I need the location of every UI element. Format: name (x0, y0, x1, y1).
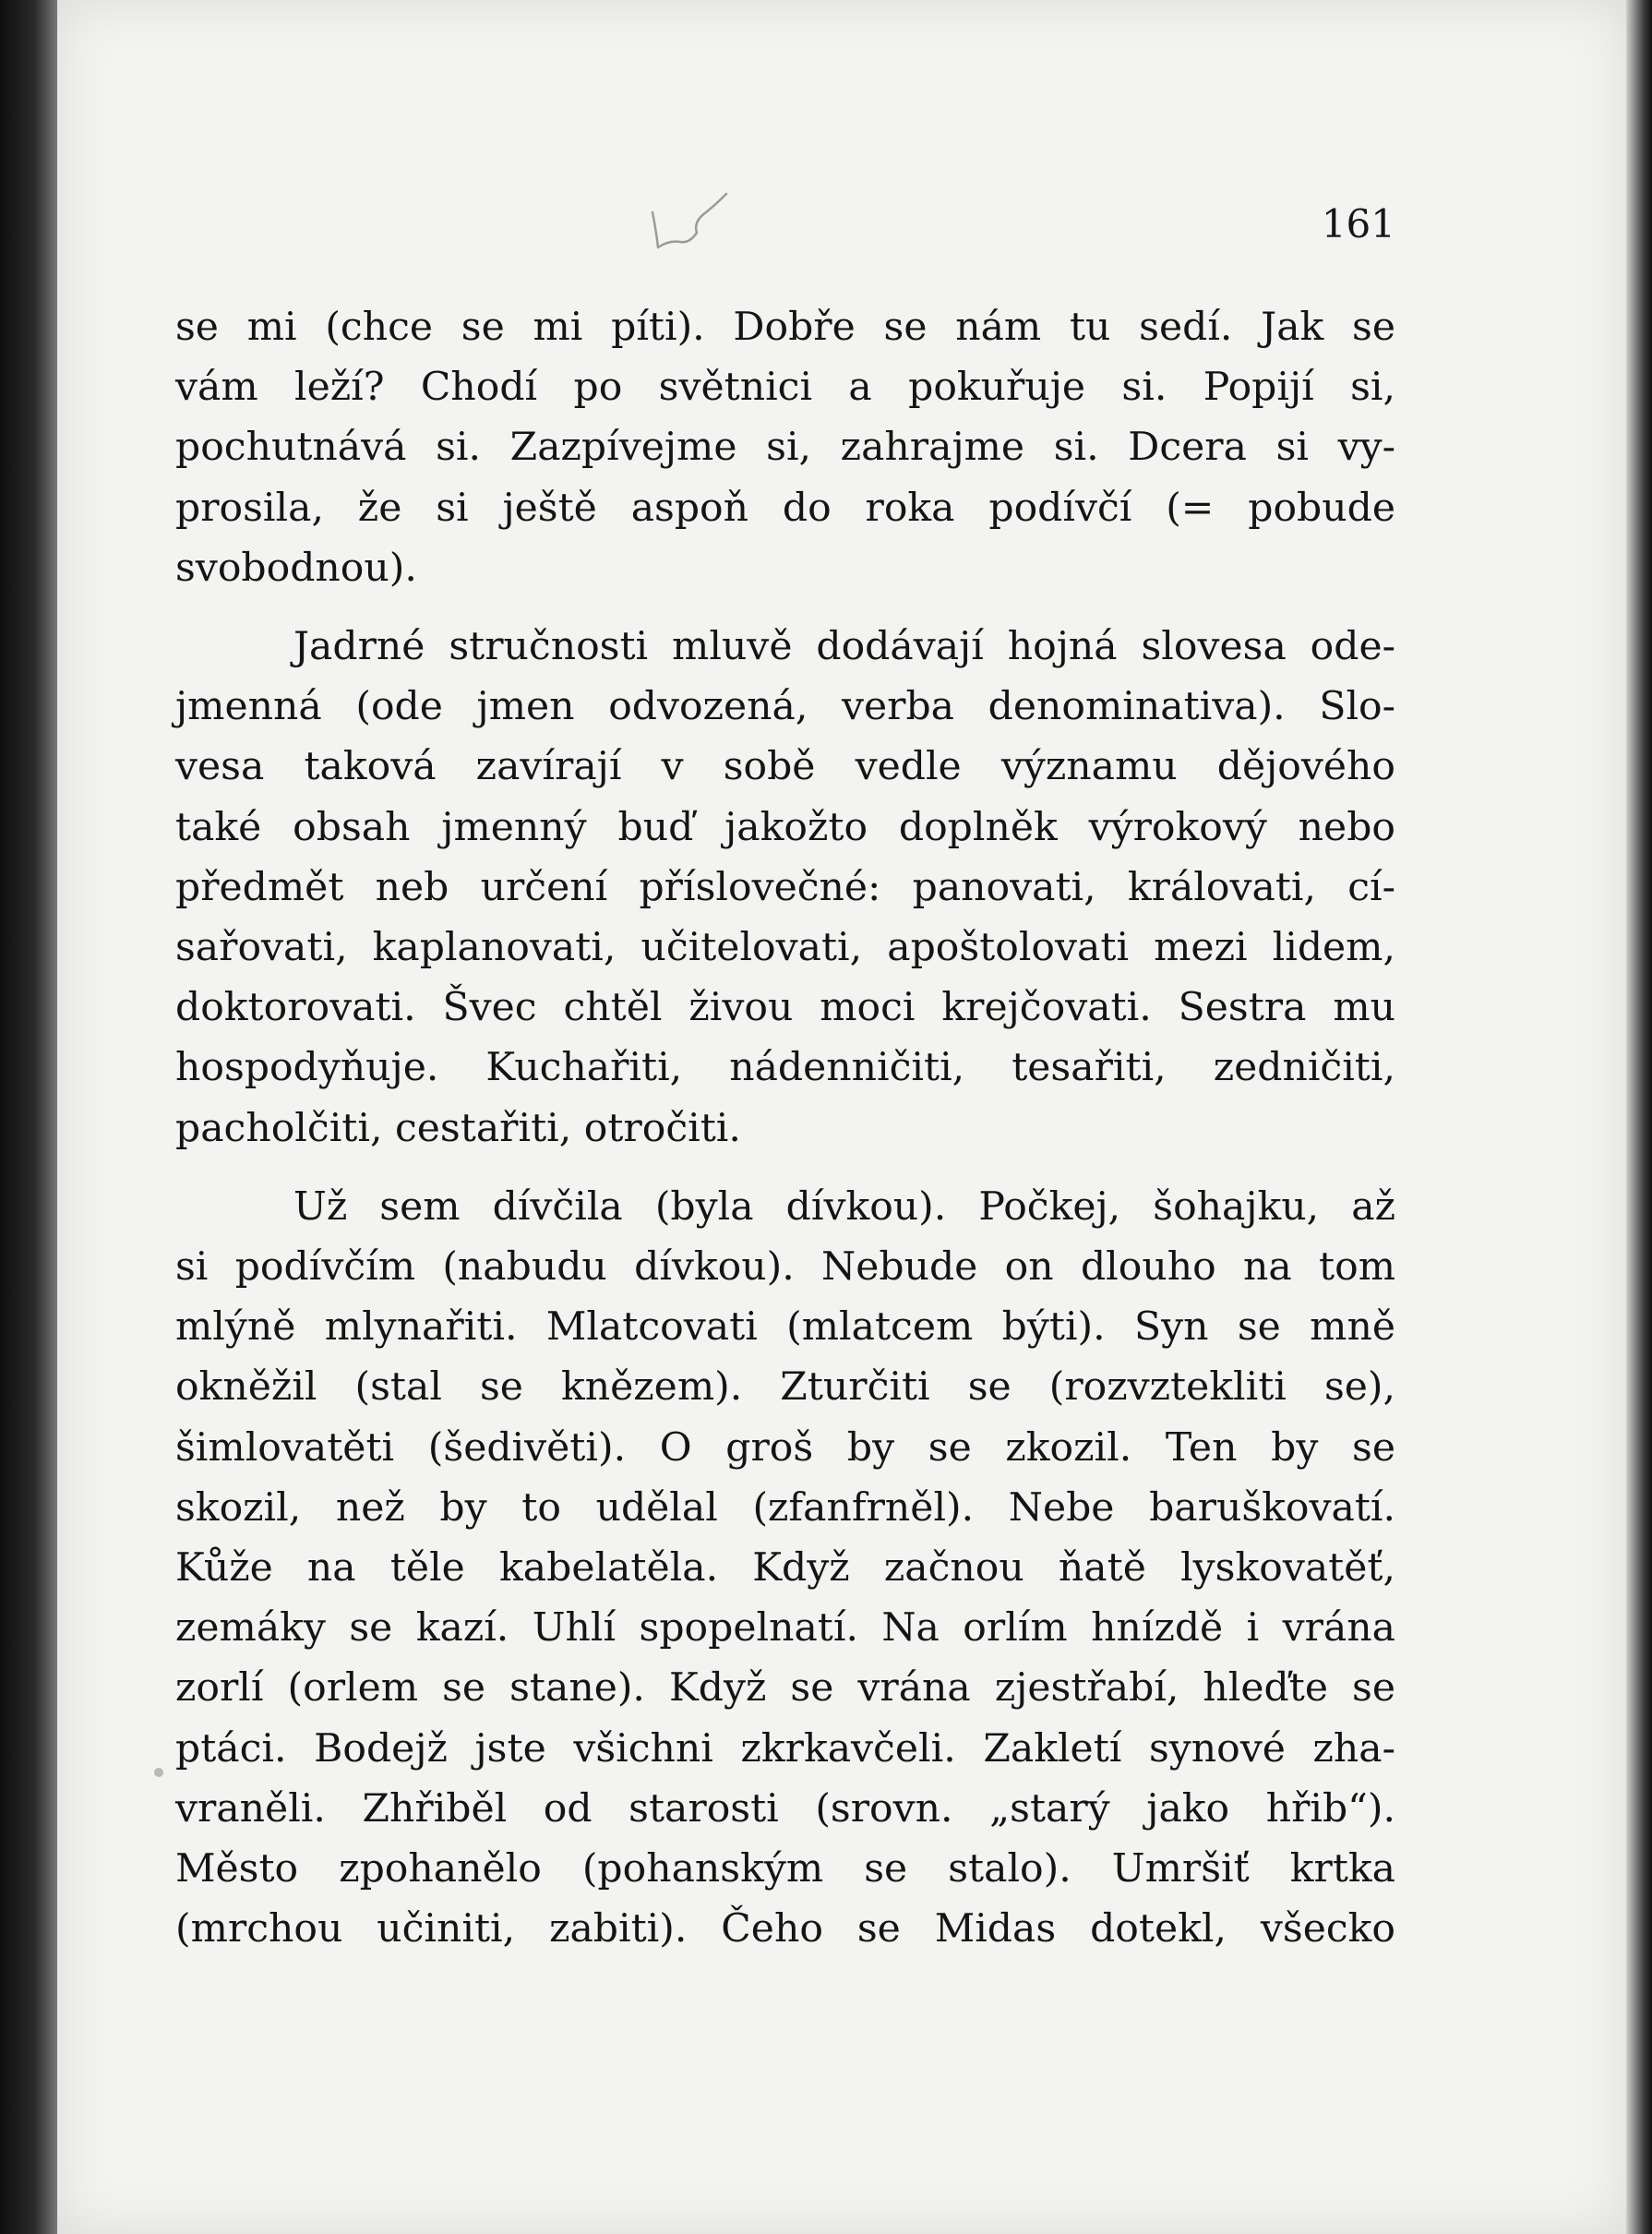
text-line: skozil, než by to udělal (zfanfrněl). Nebe baruškovatí. (175, 1484, 1395, 1531)
pencil-mark-icon (625, 175, 745, 258)
book-page (57, 0, 1626, 2234)
text-line: zorlí (orlem se stane). Když se vrána zjestřabí, hleďte se (175, 1665, 1395, 1712)
page-number: 161 (1321, 201, 1395, 246)
body-text (175, 297, 1395, 1959)
text-line: zemáky se kazí. Uhlí spopelnatí. Na orlím hnízdě i vrána (175, 1605, 1395, 1651)
text-line: okněžil (stal se knězem). Zturčiti se (rozvztekliti se), (175, 1364, 1395, 1411)
text-line: vraněli. Zhřiběl od starosti (srovn. „starý jako hřib“). (175, 1785, 1395, 1832)
text-line: předmět neb určení příslovečné: panovati, královati, cí- (175, 864, 1395, 910)
text-line: hospodyňuje. Kuchařiti, nádenničiti, tesařiti, zedničiti, (175, 1045, 1395, 1091)
text-line: si podívčím (nabudu dívkou). Nebude on dlouho na tom (175, 1244, 1395, 1291)
text-line: Město zpohanělo (pohanským se stalo). Umršiť krtka (175, 1846, 1395, 1892)
text-line: vám leží? Chodí po světnici a pokuřuje si. Popijí si, (175, 365, 1395, 411)
text-line: ptáci. Bodejž jste všichni zkrkavčeli. Zakletí synové zha- (175, 1725, 1395, 1772)
paper-stain (154, 1768, 163, 1777)
text-line: šimlovatěti (šedivěti). O groš by se zkozil. Ten by se (175, 1424, 1395, 1471)
text-line: se mi (chce se mi píti). Dobře se nám tu sedí. Jak se (175, 305, 1395, 350)
text-line: pochutnává si. Zazpívejme si, zahrajme si. Dcera si vy- (175, 425, 1395, 471)
text-line: jmenná (ode jmen odvozená, verba denominativa). Slo- (175, 684, 1395, 730)
paragraph-2 (175, 617, 1395, 1159)
page-edge-shadow (1626, 0, 1652, 2234)
text-line: Už sem dívčila (byla dívkou). Počkej, šohajku, až (293, 1183, 1395, 1230)
text-line: pacholčiti, cestařiti, otročiti. (175, 1105, 741, 1151)
text-line: Kůže na těle kabelatěla. Když začnou ňatě lyskovatěť, (175, 1545, 1395, 1591)
text-line: prosila, že si ještě aspoň do roka podívčí (= pobude (175, 485, 1395, 531)
text-line: vesa taková zavírají v sobě vedle významu dějového (175, 744, 1395, 790)
text-line: také obsah jmenný buď jakožto doplněk výrokový nebo (175, 804, 1395, 850)
text-line: (mrchou učiniti, zabiti). Čeho se Midas dotekl, všecko (175, 1906, 1395, 1952)
text-line: doktorovati. Švec chtěl živou moci krejčovati. Sestra mu (175, 985, 1395, 1031)
text-line: svobodnou). (175, 545, 417, 591)
book-gutter-shadow (0, 0, 57, 2234)
paragraph-3 (175, 1177, 1395, 1960)
text-line: Jadrné stručnosti mluvě dodávají hojná slovesa ode- (293, 624, 1395, 670)
text-line: sařovati, kaplanovati, učitelovati, apoštolovati mezi lidem, (175, 925, 1395, 971)
paragraph-1 (175, 297, 1395, 598)
text-line: mlýně mlynařiti. Mlatcovati (mlatcem býti). Syn se mně (175, 1304, 1395, 1351)
